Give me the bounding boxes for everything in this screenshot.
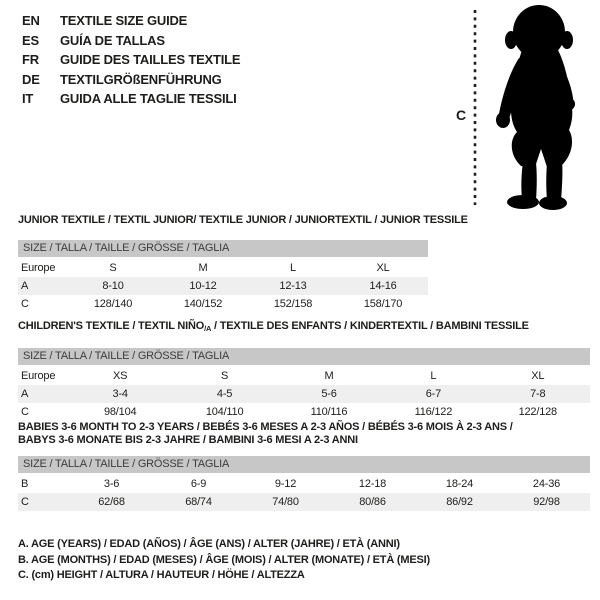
size-cell: XL	[531, 370, 545, 382]
babies-size-table	[18, 475, 590, 511]
size-cell: 98/104	[103, 406, 137, 418]
size-cell: S	[109, 262, 117, 274]
babies-size-header-bar: SIZE / TALLA / TAILLE / GRÖSSE / TAGLIA	[18, 456, 590, 473]
size-cell: 10-12	[189, 280, 217, 292]
size-cell: 18-24	[445, 478, 474, 490]
title-text: CHILDREN'S TEXTILE / TEXTIL NIÑO	[18, 320, 205, 332]
size-cell: 116/122	[414, 406, 453, 418]
size-cell: 104/110	[205, 406, 244, 418]
language-code: IT	[22, 91, 34, 106]
size-cell: 12-13	[279, 280, 307, 292]
baby-silhouette-shape	[496, 5, 575, 210]
size-cell: 86/92	[446, 496, 473, 508]
size-cell: M	[198, 262, 208, 274]
size-cell: 24-36	[532, 478, 561, 490]
language-title: GUIDE DES TAILLES TEXTILE	[60, 52, 241, 67]
size-cell: 128/140	[93, 298, 133, 310]
language-row	[22, 11, 240, 31]
size-cell: 140/152	[183, 298, 223, 310]
language-row	[22, 70, 240, 90]
babies-textile-section	[18, 421, 590, 511]
size-cell: 110/116	[310, 406, 348, 418]
table-row	[18, 403, 590, 421]
footnote-age-months: B. AGE (MONTHS) / EDAD (MESES) / ÂGE (MOIS) / ALTER (MONATE) / ETÀ (MESI)	[18, 553, 430, 566]
size-cell: 152/158	[273, 298, 313, 310]
row-label: Europe	[21, 262, 56, 274]
baby-silhouette-icon	[448, 2, 598, 210]
row-label: A	[21, 388, 29, 400]
footnote-age-years: A. AGE (YEARS) / EDAD (AÑOS) / ÂGE (ANS) / ALTER (JAHRE) / ETÀ (ANNI)	[18, 538, 400, 550]
size-cell: 62/68	[98, 496, 125, 508]
language-title: GUÍA DE TALLAS	[60, 32, 165, 48]
table-row	[18, 295, 428, 313]
size-cell: L	[430, 370, 437, 382]
size-cell: 9-12	[274, 478, 297, 490]
baby-height-figure	[448, 2, 598, 210]
size-cell: 158/170	[363, 298, 403, 310]
language-code: DE	[22, 71, 40, 87]
size-cell: 5-6	[321, 388, 337, 400]
size-cell: 14-16	[369, 280, 397, 292]
size-cell: 12-18	[358, 478, 387, 490]
size-cell: XL	[376, 262, 390, 274]
language-code: ES	[22, 32, 39, 48]
table-row	[18, 493, 590, 511]
table-row	[18, 259, 428, 277]
size-cell: 6-9	[190, 478, 207, 490]
size-cell: 3-4	[112, 388, 128, 400]
size-cell: 122/128	[518, 406, 557, 418]
row-label: B	[21, 478, 29, 490]
language-title: TEXTILGRÖßENFÜHRUNG	[60, 71, 222, 87]
size-cell: 6-7	[425, 388, 442, 400]
language-row	[22, 50, 240, 70]
babies-title-line1: BABIES 3-6 MONTH TO 2-3 YEARS / BEBÉS 3-6 MESES A 2-3 AÑOS / BÉBÉS 3-6 MOIS À 2-3 ANS /	[18, 421, 513, 433]
row-label: C	[21, 406, 29, 418]
row-label: A	[21, 280, 29, 292]
size-cell: 92/98	[533, 496, 560, 508]
size-cell: 8-10	[102, 280, 124, 292]
babies-title-line2: BABYS 3-6 MONATE BIS 2-3 JAHRE / BAMBINI 3-6 MESI A 2-3 ANNI	[18, 434, 358, 446]
title-text: / TEXTILE DES ENFANTS / KINDERTEXTIL / BAMBINI TESSILE	[211, 320, 529, 332]
language-row	[22, 89, 240, 109]
table-row	[18, 277, 428, 295]
children-table-title	[18, 320, 590, 335]
size-cell: 7-8	[530, 388, 546, 400]
children-size-table	[18, 367, 590, 421]
legend-footnotes	[18, 537, 430, 584]
size-cell: 68/74	[185, 496, 212, 508]
language-code: FR	[22, 52, 39, 67]
size-cell: L	[290, 262, 296, 274]
height-measure-label: C	[456, 107, 467, 123]
size-cell: 3-6	[103, 478, 120, 490]
size-cell: M	[324, 370, 334, 382]
size-cell: 4-5	[216, 388, 233, 400]
junior-textile-section	[18, 214, 468, 313]
size-cell: 74/80	[272, 496, 299, 508]
table-row	[18, 475, 590, 493]
title-subscript: /A	[204, 324, 212, 333]
children-textile-section	[18, 320, 590, 421]
row-label: C	[21, 298, 29, 310]
table-row	[18, 385, 590, 403]
language-code: EN	[22, 13, 40, 28]
row-label: Europe	[21, 370, 56, 382]
size-cell: 80/86	[359, 496, 386, 508]
footnote-height: C. (cm) HEIGHT / ALTURA / HAUTEUR / HÖHE / ALTEZZA	[18, 569, 305, 581]
language-title: GUIDA ALLE TAGLIE TESSILI	[60, 91, 237, 106]
language-title: TEXTILE SIZE GUIDE	[60, 13, 188, 28]
junior-size-table	[18, 259, 428, 313]
row-label: C	[21, 496, 29, 508]
children-size-header-bar: SIZE / TALLA / TAILLE / GRÖSSE / TAGLIA	[18, 348, 590, 365]
size-cell: XS	[113, 370, 128, 382]
language-title-list	[22, 11, 240, 109]
table-row	[18, 367, 590, 385]
language-row	[22, 31, 240, 51]
size-cell: S	[221, 370, 229, 382]
junior-size-header-bar: SIZE / TALLA / TAILLE / GRÖSSE / TAGLIA	[18, 240, 428, 257]
babies-table-title	[18, 421, 590, 447]
junior-table-title: JUNIOR TEXTILE / TEXTIL JUNIOR/ TEXTILE JUNIOR / JUNIORTEXTIL / JUNIOR TESSILE	[18, 214, 468, 226]
